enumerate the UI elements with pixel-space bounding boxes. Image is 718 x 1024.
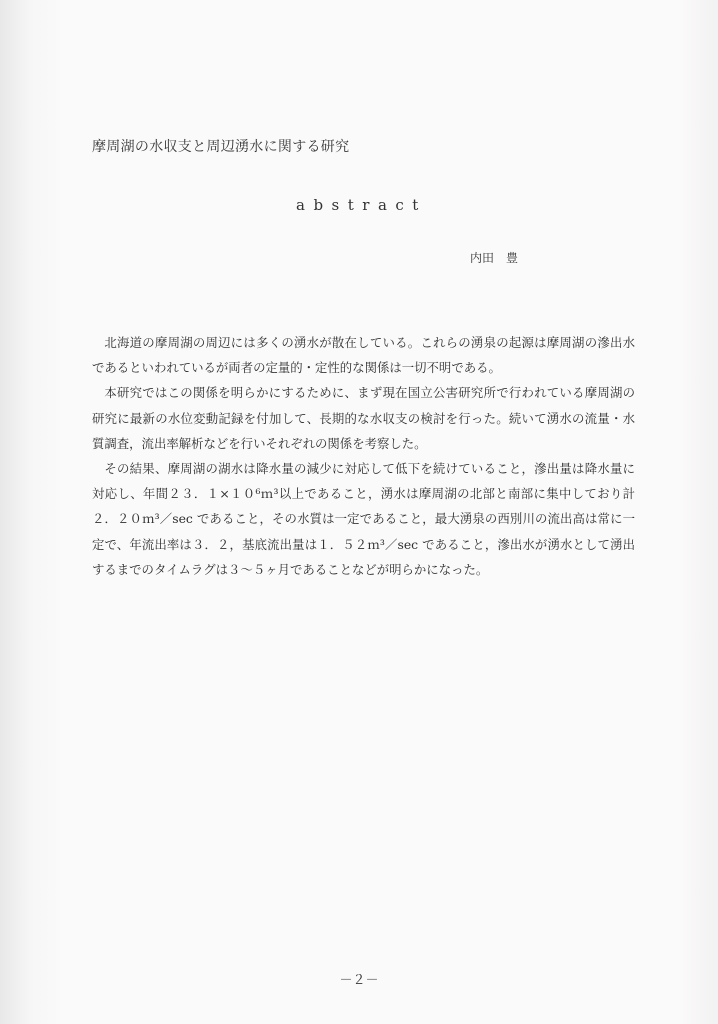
document-title: 摩周湖の水収支と周辺湧水に関する研究 (92, 139, 350, 155)
abstract-body (92, 330, 635, 582)
author-name: 内田 豊 (470, 251, 519, 265)
paragraph-3: その結果、摩周湖の湖水は降水量の減少に対応して低下を続けていること，滲出量は降水量に対応し、年間２３．１×１０⁶ｍ³以上であること，湧水は摩周湖の北部と南部に集中しており計２．２０ｍ³／sec であること，その水質は一定であること，最大湧泉の西別川の流出高は常に一定で、年流出率は３．２，基底流出量は１．５２ｍ³／sec であること，滲出水が湧水として湧出するまでのタイムラグは３～５ヶ月であることなどが明らかになった。 (92, 461, 635, 577)
page-number: －２－ (339, 973, 379, 988)
paragraph-2: 本研究ではこの関係を明らかにするために、まず現在国立公害研究所で行われている摩周湖の研究に最新の水位変動記録を付加して、長期的な水収支の検討を行った。続いて湧水の流量・水質調査，流出率解析などを行いそれぞれの関係を考察した。 (92, 385, 635, 451)
paragraph-1: 北海道の摩周湖の周辺には多くの湧水が散在している。これらの湧泉の起源は摩周湖の滲出水であるといわれているが両者の定量的・定性的な関係は一切不明である。 (92, 335, 635, 376)
abstract-heading: abstract (296, 196, 427, 214)
